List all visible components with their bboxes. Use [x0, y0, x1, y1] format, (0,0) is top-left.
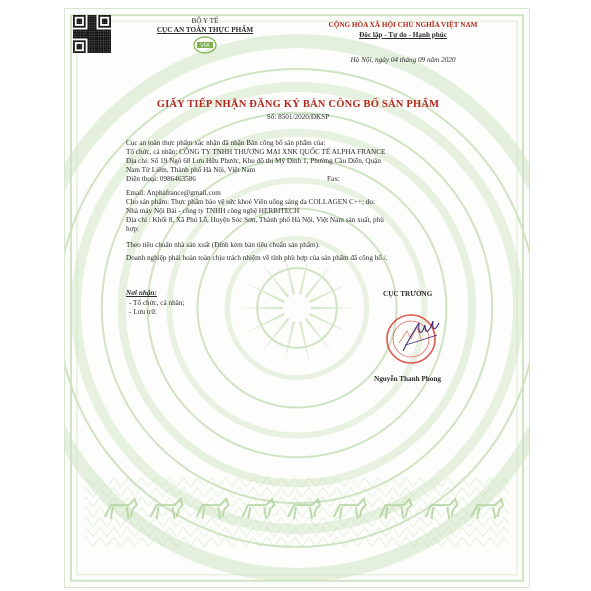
star-ray	[299, 321, 310, 364]
certificate-document	[64, 8, 530, 588]
star-ray	[311, 307, 355, 310]
recipient-item: - Tổ chức, cá nhân;	[129, 299, 185, 307]
factory-address-1: Địa chỉ : Khối 8, Xã Phú Lỗ, Huyện Sóc Sơn, Thành phố Hà Nội, Việt Nam sản xuất, phù	[126, 216, 384, 224]
standard-line: Theo tiêu chuẩn nhà sản xuất (Đính kèm bản tiêu chuẩn sản phẩm).	[126, 241, 320, 249]
star-ray	[284, 321, 295, 364]
email-line: Email: Anphafrance@gmail.com	[126, 189, 221, 197]
organization-line: Tổ chức, cá nhân: CÔNG TY TNHH THƯƠNG MẠI XNK QUỐC TẾ ALPHA FRANCE	[126, 148, 386, 156]
factory-address-2: hợp:	[126, 225, 139, 233]
document-title: GIẤY TIẾP NHẬN ĐĂNG KÝ BẢN CÔNG BỐ SẢN PHẨM	[156, 99, 440, 110]
intro-line: Cục an toàn thực phẩm xác nhận đã nhận Bản công bố sản phẩm của:	[126, 139, 326, 147]
ministry-name: BỘ Y TẾ	[191, 17, 219, 25]
svg-text:VFA: VFA	[200, 43, 210, 49]
recipients-label: Nơi nhận:	[126, 289, 157, 297]
product-line-1: Cho sản phẩm: Thực phẩm bảo vệ sức khoẻ Viên uống sáng da COLLAGEN C++; do:	[126, 198, 375, 206]
fax-line: Fax:	[327, 175, 340, 183]
signer-name: Nguyễn Thanh Phong	[374, 375, 441, 383]
drum-pattern-background	[65, 9, 529, 587]
address-line-1: Địa chỉ: Số 19 Ngõ 68 Lưu Hữu Phước, Khu đô thị Mỹ Đình 1, Phường Cầu Diễn, Quận	[126, 157, 381, 165]
phone-line: Điện thoại: 0986463586	[126, 175, 196, 183]
document-number: Số: 8501/2020/ĐKSP	[266, 113, 330, 121]
recipient-item: - Lưu trữ.	[129, 308, 157, 316]
responsibility-line: Doanh nghiệp phải hoàn toàn chịu trách nhiệm về tính phù hợp của sản phẩm đã công bố./.	[126, 254, 388, 262]
issue-date: Hà Nội, ngày 04 tháng 09 năm 2020	[350, 56, 456, 64]
qr-code	[73, 15, 111, 53]
national-motto: Độc lập - Tự do - Hạnh phúc	[359, 31, 447, 39]
star-ray	[239, 307, 283, 310]
official-red-stamp	[385, 309, 445, 369]
signer-role: CỤC TRƯỞNG	[383, 290, 433, 298]
agency-name: CỤC AN TOÀN THỰC PHẨM	[156, 26, 254, 34]
product-line-2: Nhà máy Nội Bài - công ty TNHH công nghệ HERBITECH	[126, 207, 300, 215]
address-line-2: Nam Từ Liêm, Thành phố Hà Nội, Việt Nam	[126, 166, 256, 174]
vfa-logo	[193, 36, 217, 54]
republic-name: CỘNG HÒA XÃ HỘI CHỦ NGHĨA VIỆT NAM	[328, 21, 478, 29]
